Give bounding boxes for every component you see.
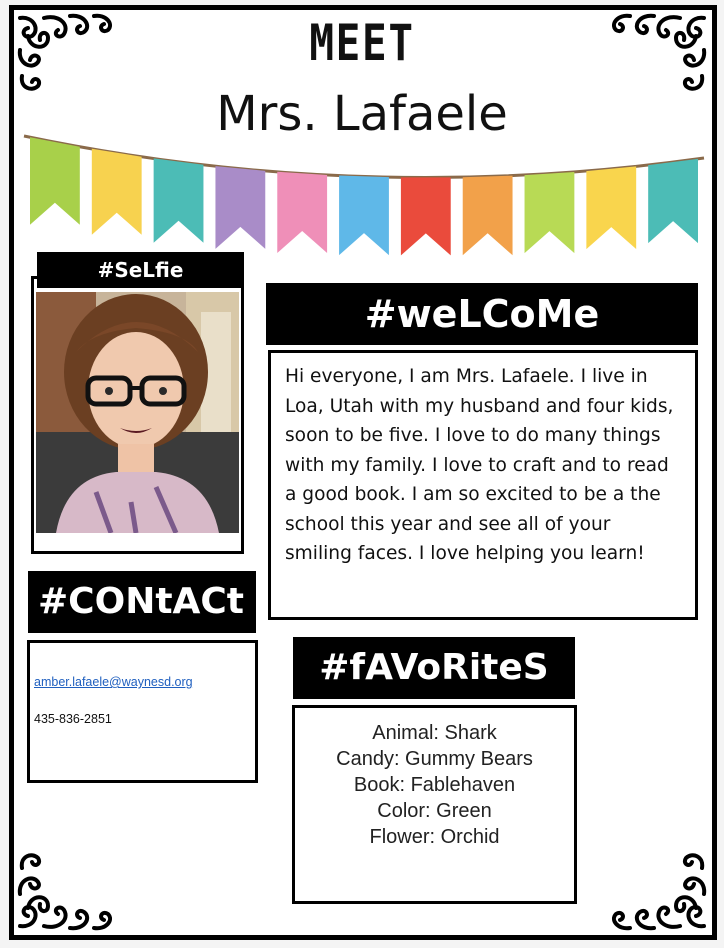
pennant-flag bbox=[401, 177, 451, 255]
pennant-flag bbox=[154, 158, 204, 242]
pennant-flag bbox=[277, 172, 327, 253]
favorites-label: #fAVoRiteS bbox=[293, 637, 575, 699]
contact-label: #CONtACt bbox=[28, 571, 256, 633]
pennant-flag bbox=[586, 166, 636, 249]
phone-number: 435-836-2851 bbox=[34, 712, 112, 726]
favorite-item: Animal: Shark bbox=[372, 722, 497, 744]
pennant-flag bbox=[339, 176, 389, 256]
pennant-flag bbox=[525, 172, 575, 253]
swirl-icon bbox=[14, 838, 124, 934]
favorites-box bbox=[292, 705, 577, 904]
pennant-flag bbox=[215, 166, 265, 249]
welcome-label: #weLCoMe bbox=[266, 283, 698, 345]
pennant-flag bbox=[92, 149, 142, 235]
selfie-label: #SeLfie bbox=[37, 252, 244, 288]
email-link[interactable]: amber.lafaele@waynesd.org bbox=[34, 675, 193, 689]
favorite-item: Color: Green bbox=[377, 800, 492, 822]
meet-heading: MEET bbox=[309, 14, 415, 72]
favorite-item: Book: Fablehaven bbox=[353, 774, 516, 796]
selfie-photo bbox=[36, 292, 239, 533]
welcome-text: Hi everyone, I am Mrs. Lafaele. I live in Loa, Utah with my husband and four kids, soon to be five. I love to do many things with my family. I love to craft and to read a good book. I am so excited to be a the school this year and see all of your smiling faces. I love helping you learn! bbox=[268, 350, 698, 620]
pennant-banner bbox=[0, 0, 724, 280]
pennant-flag bbox=[463, 176, 513, 256]
teacher-name-heading: Mrs. Lafaele bbox=[216, 86, 508, 142]
favorite-item: Flower: Orchid bbox=[369, 826, 500, 848]
pennant-flag bbox=[30, 137, 80, 224]
pennant-flag bbox=[648, 159, 698, 243]
swirl-icon bbox=[600, 838, 710, 934]
favorite-item: Candy: Gummy Bears bbox=[336, 748, 533, 770]
